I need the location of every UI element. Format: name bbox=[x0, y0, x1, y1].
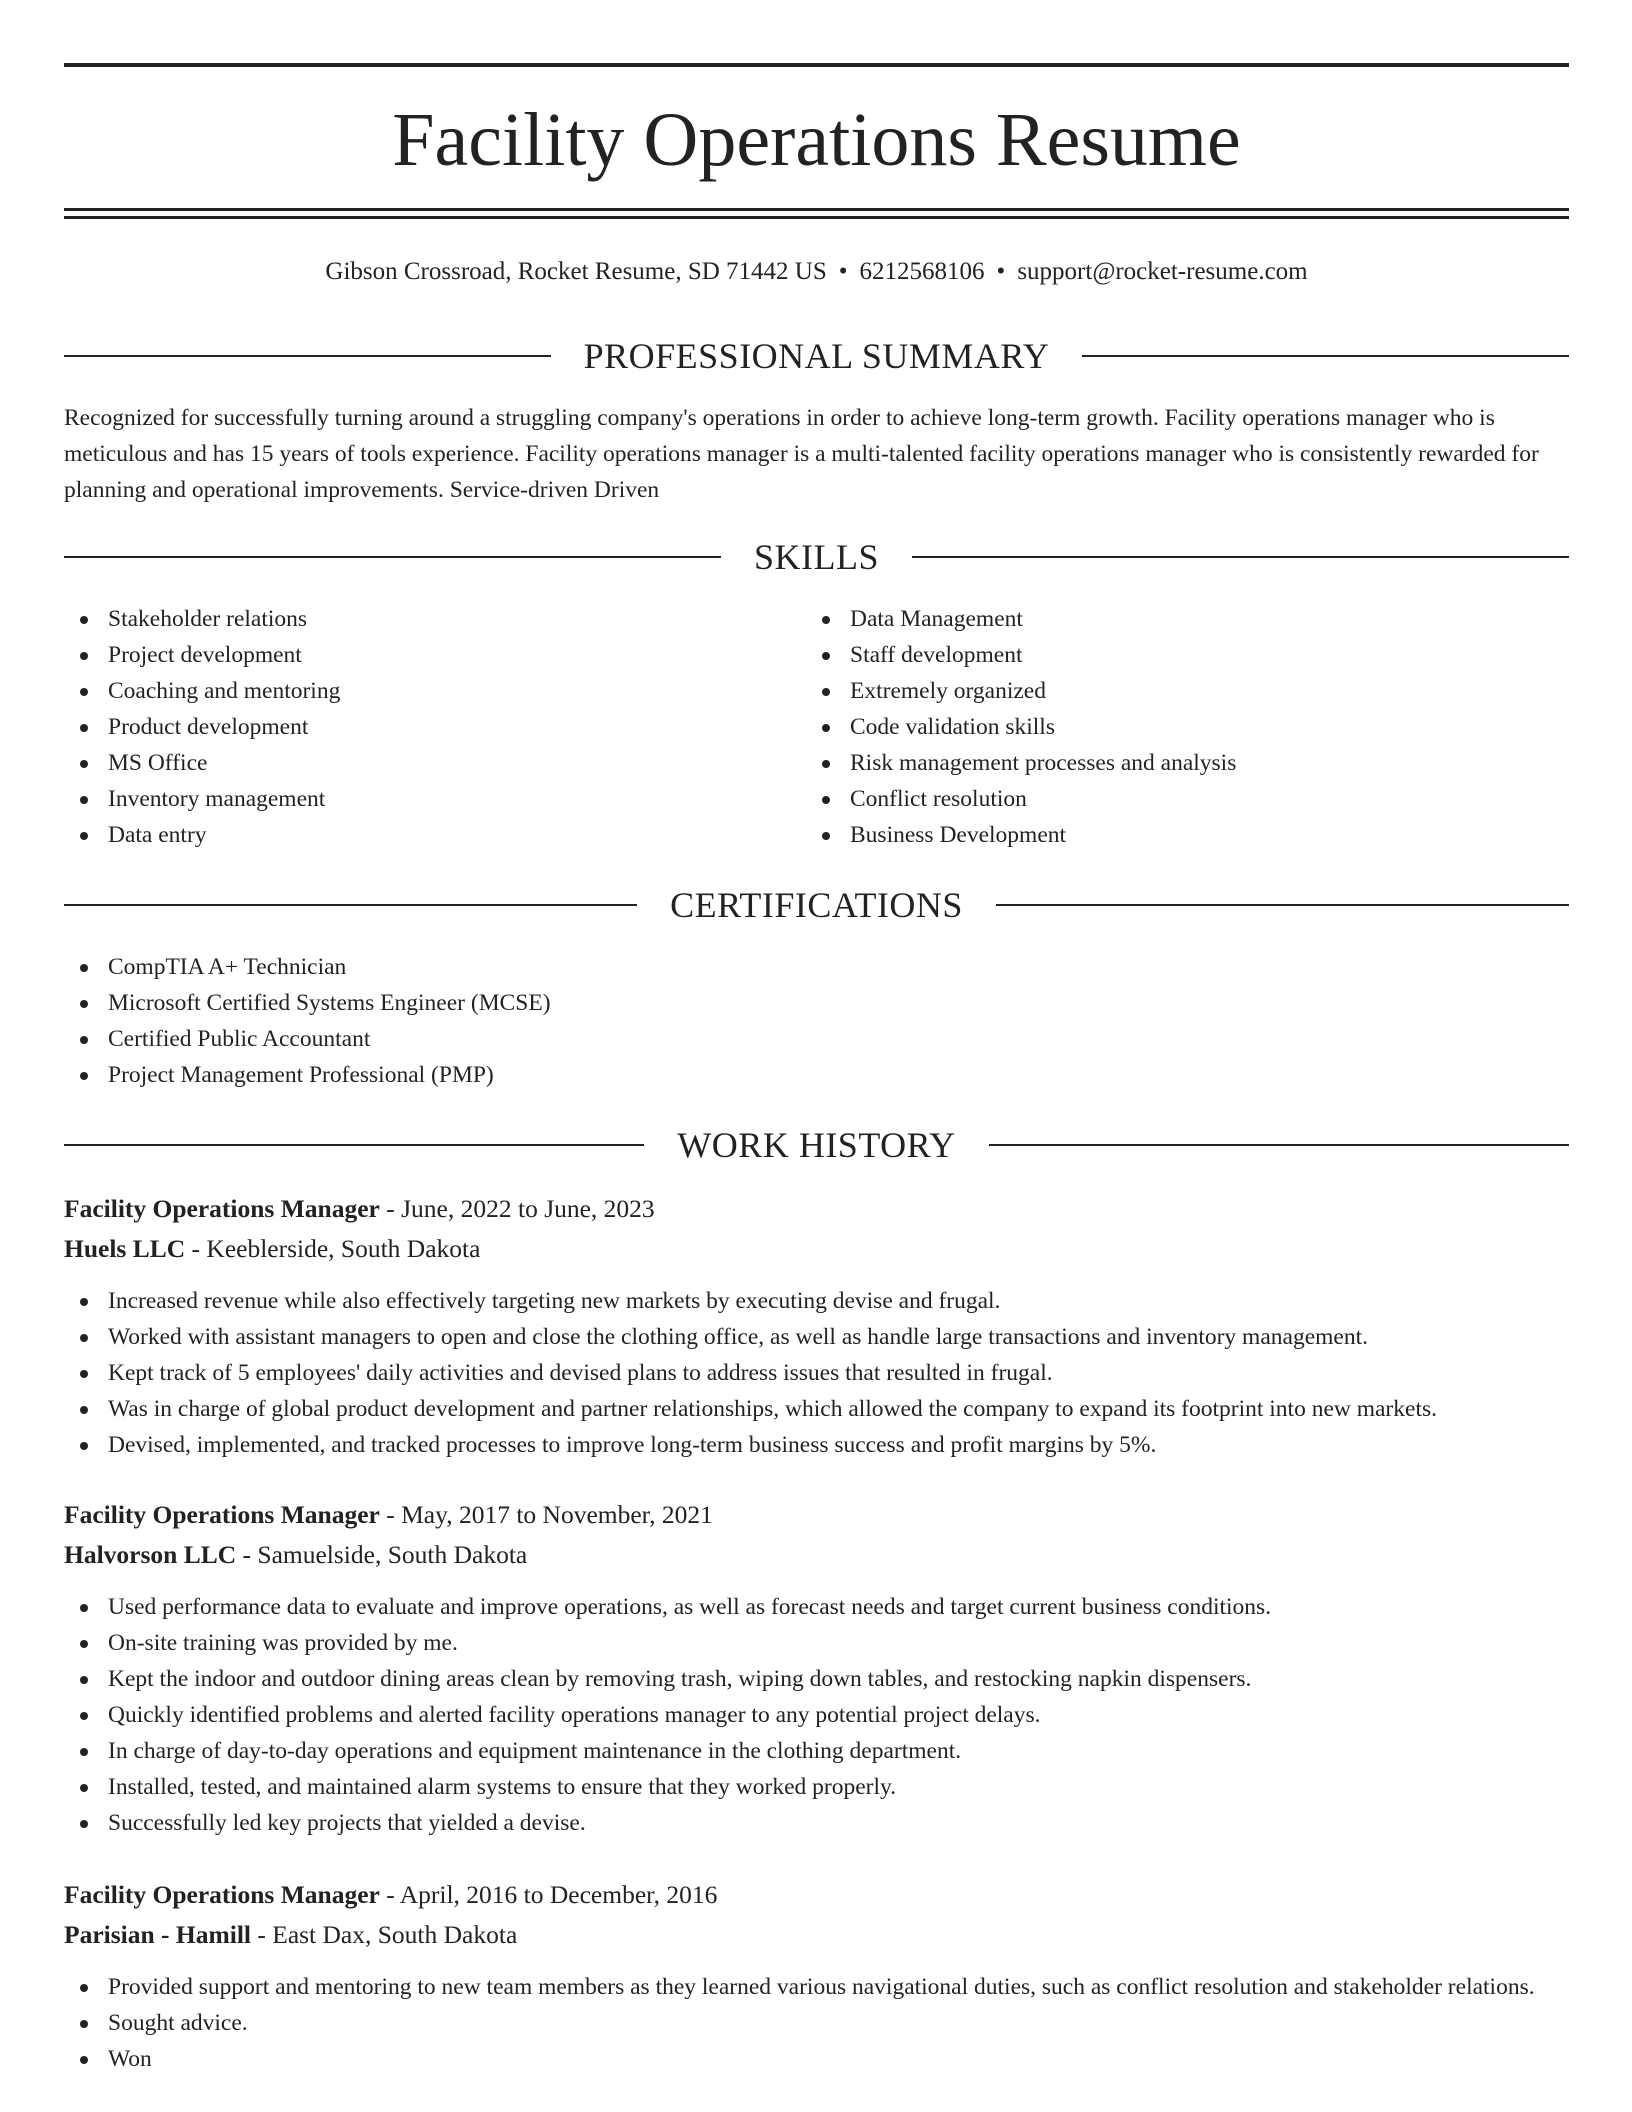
job-bullet: Kept track of 5 employees' daily activities and devised plans to address issues that resulted in frugal. bbox=[64, 1355, 1584, 1391]
certification-item: Certified Public Accountant bbox=[64, 1021, 1564, 1057]
title-rule-upper bbox=[64, 208, 1569, 211]
skill-item: Stakeholder relations bbox=[64, 601, 784, 637]
job-bullet: Was in charge of global product development and partner relationships, which allowed the company to expand its footprint into new markets. bbox=[64, 1391, 1584, 1427]
skill-item: Inventory management bbox=[64, 781, 784, 817]
job-dates: - June, 2022 to June, 2023 bbox=[379, 1194, 655, 1223]
contact-address: Gibson Crossroad, Rocket Resume, SD 71442 US bbox=[325, 258, 827, 285]
certifications-list bbox=[64, 949, 1564, 1093]
job-bullet: Successfully led key projects that yielded a devise. bbox=[64, 1805, 1584, 1841]
skill-item: Product development bbox=[64, 709, 784, 745]
certification-item: Project Management Professional (PMP) bbox=[64, 1057, 1564, 1093]
job-company-line bbox=[64, 1229, 1584, 1269]
contact-separator: • bbox=[838, 258, 848, 285]
skill-item: Coaching and mentoring bbox=[64, 673, 784, 709]
skill-item: Conflict resolution bbox=[806, 781, 1566, 817]
job-bullet: Kept the indoor and outdoor dining areas clean by removing trash, wiping down tables, and restocking napkin dispensers. bbox=[64, 1661, 1584, 1697]
job-location: - Samuelside, South Dakota bbox=[236, 1540, 528, 1569]
certifications-heading-label: CERTIFICATIONS bbox=[670, 885, 963, 925]
skills-list-left bbox=[64, 601, 784, 853]
job-bullet: Quickly identified problems and alerted facility operations manager to any potential project delays. bbox=[64, 1697, 1584, 1733]
resume-title: Facility Operations Resume bbox=[392, 98, 1241, 182]
certifications-heading bbox=[64, 883, 1569, 927]
job-bullet: In charge of day-to-day operations and equipment maintenance in the clothing department. bbox=[64, 1733, 1584, 1769]
summary-text: Recognized for successfully turning around a struggling company's operations in order to achieve long-term growth. Facility operations manager who is meticulous and has 15 years of tools experience. Facility operations manager is a multi-talented facility operations manager who is consistently rewarded for planning and operational improvements. Service-driven Driven bbox=[64, 405, 1539, 503]
job-bullet: Used performance data to evaluate and improve operations, as well as forecast needs and target current business conditions. bbox=[64, 1589, 1584, 1625]
skills-heading bbox=[64, 535, 1569, 579]
job-bullet: Worked with assistant managers to open and close the clothing office, as well as handle large transactions and inventory management. bbox=[64, 1319, 1584, 1355]
job-company-line bbox=[64, 1535, 1584, 1575]
job-bullets bbox=[64, 1969, 1584, 2077]
job-bullet: Sought advice. bbox=[64, 2005, 1584, 2041]
skill-item: Extremely organized bbox=[806, 673, 1566, 709]
job-dates: - April, 2016 to December, 2016 bbox=[379, 1880, 718, 1909]
job-bullets bbox=[64, 1283, 1584, 1463]
top-rule bbox=[64, 63, 1569, 67]
heading-rule-right bbox=[912, 556, 1569, 558]
certification-item: CompTIA A+ Technician bbox=[64, 949, 1564, 985]
job-location: - East Dax, South Dakota bbox=[251, 1920, 518, 1949]
skill-item: Code validation skills bbox=[806, 709, 1566, 745]
heading-rule-right bbox=[1082, 355, 1569, 357]
job-bullet: On-site training was provided by me. bbox=[64, 1625, 1584, 1661]
job-dates: - May, 2017 to November, 2021 bbox=[379, 1500, 713, 1529]
job-entry bbox=[64, 1189, 1584, 1463]
skill-item: Business Development bbox=[806, 817, 1566, 853]
skills-list-right bbox=[806, 601, 1566, 853]
heading-rule-left bbox=[64, 1144, 644, 1146]
job-title: Facility Operations Manager bbox=[64, 1500, 380, 1529]
job-title: Facility Operations Manager bbox=[64, 1194, 380, 1223]
skill-item: Data entry bbox=[64, 817, 784, 853]
job-bullet: Won bbox=[64, 2041, 1584, 2077]
job-title-line bbox=[64, 1189, 1584, 1229]
job-company: Huels LLC bbox=[64, 1234, 186, 1263]
job-title-line bbox=[64, 1875, 1584, 1915]
job-company: Halvorson LLC bbox=[64, 1540, 237, 1569]
heading-rule-left bbox=[64, 904, 637, 906]
skill-item: MS Office bbox=[64, 745, 784, 781]
job-entry bbox=[64, 1495, 1584, 1841]
job-title: Facility Operations Manager bbox=[64, 1880, 380, 1909]
heading-rule-right bbox=[996, 904, 1569, 906]
work-history-heading bbox=[64, 1123, 1569, 1167]
job-bullet: Installed, tested, and maintained alarm systems to ensure that they worked properly. bbox=[64, 1769, 1584, 1805]
job-company-line bbox=[64, 1915, 1584, 1955]
job-company: Parisian - Hamill bbox=[64, 1920, 251, 1949]
skill-item: Staff development bbox=[806, 637, 1566, 673]
contact-email[interactable]: support@rocket-resume.com bbox=[1017, 258, 1308, 285]
heading-rule-right bbox=[989, 1144, 1569, 1146]
heading-rule-left bbox=[64, 556, 721, 558]
job-bullet: Devised, implemented, and tracked processes to improve long-term business success and profit margins by 5%. bbox=[64, 1427, 1584, 1463]
summary-heading-label: PROFESSIONAL SUMMARY bbox=[583, 336, 1050, 376]
skills-heading-label: SKILLS bbox=[754, 537, 880, 577]
contact-line bbox=[64, 252, 1569, 292]
job-bullets bbox=[64, 1589, 1584, 1841]
skill-item: Risk management processes and analysis bbox=[806, 745, 1566, 781]
summary-heading bbox=[64, 334, 1569, 378]
work-history-heading-label: WORK HISTORY bbox=[677, 1125, 956, 1165]
certification-item: Microsoft Certified Systems Engineer (MCSE) bbox=[64, 985, 1564, 1021]
skill-item: Data Management bbox=[806, 601, 1566, 637]
job-entry bbox=[64, 1875, 1584, 2077]
title-rule-lower bbox=[64, 216, 1569, 219]
job-title-line bbox=[64, 1495, 1584, 1535]
job-bullet: Increased revenue while also effectively targeting new markets by executing devise and frugal. bbox=[64, 1283, 1584, 1319]
contact-separator: • bbox=[996, 258, 1006, 285]
contact-phone: 6212568106 bbox=[859, 258, 985, 285]
job-location: - Keeblerside, South Dakota bbox=[185, 1234, 481, 1263]
skill-item: Project development bbox=[64, 637, 784, 673]
job-bullet: Provided support and mentoring to new team members as they learned various navigational duties, such as conflict resolution and stakeholder relations. bbox=[64, 1969, 1584, 2005]
heading-rule-left bbox=[64, 355, 551, 357]
